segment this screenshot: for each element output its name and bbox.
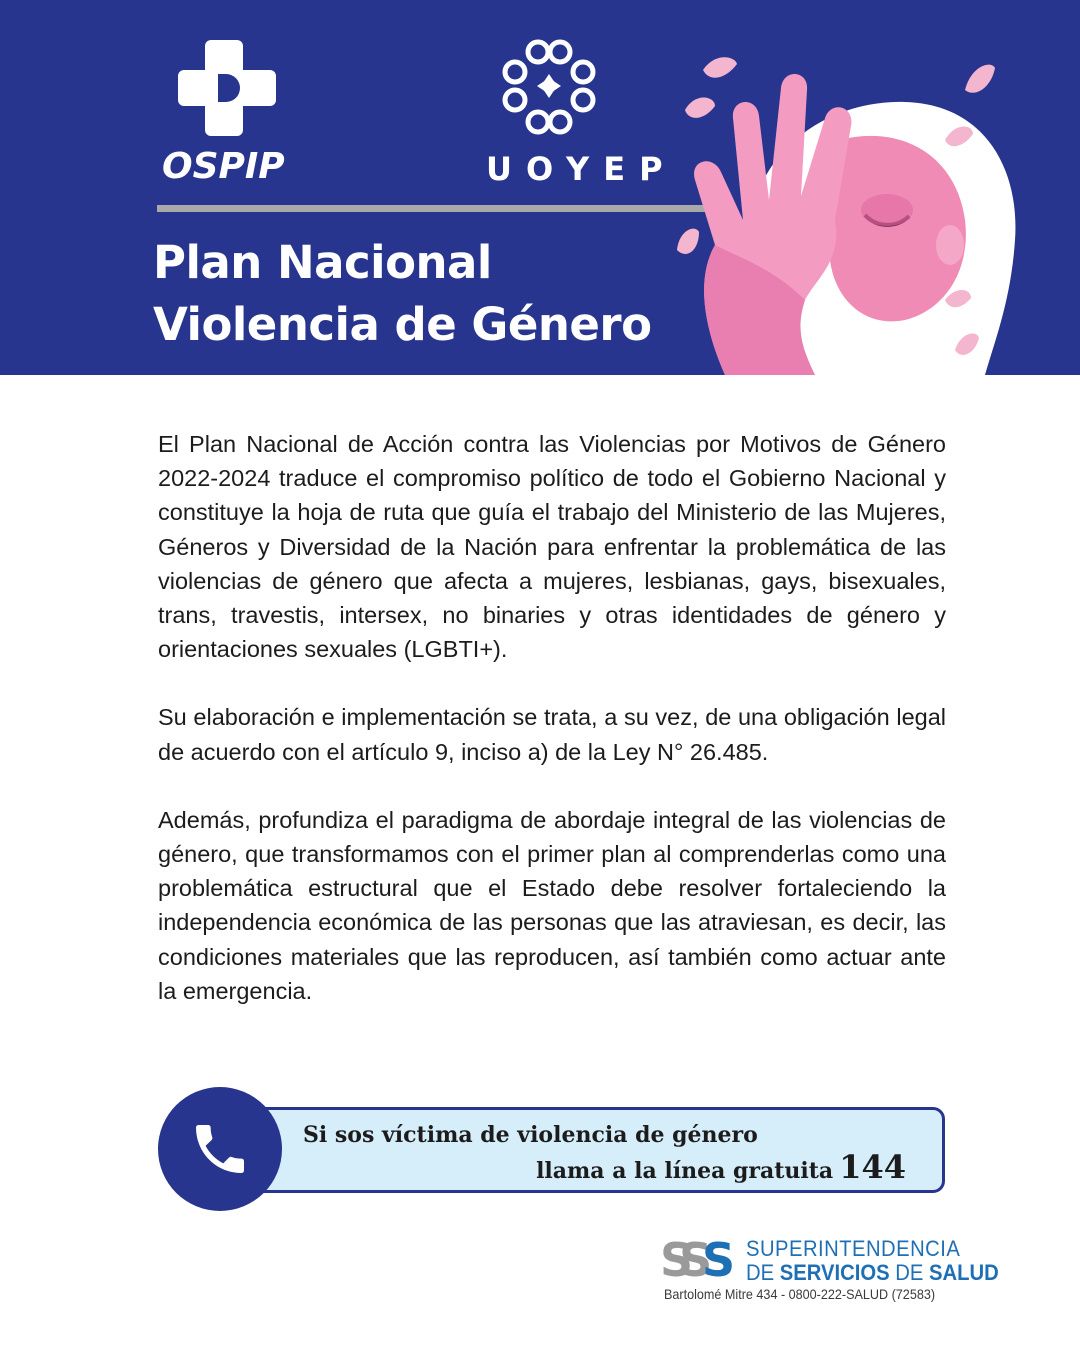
main-text bbox=[158, 427, 946, 1008]
phone-badge bbox=[158, 1087, 282, 1211]
title-line-2: Violencia de Género bbox=[153, 298, 652, 351]
sss-name-salud: SALUD bbox=[929, 1260, 999, 1285]
stop-hand-woman-illustration bbox=[665, 30, 1080, 375]
helpline-line-1: Si sos víctima de violencia de género bbox=[303, 1122, 758, 1148]
sss-address: Bartolomé Mitre 434 - 0800-222-SALUD (72583) bbox=[664, 1286, 936, 1302]
svg-text:SS: SS bbox=[660, 1234, 701, 1282]
page-title bbox=[153, 232, 652, 356]
sss-name-line-2 bbox=[746, 1260, 999, 1286]
sss-name-line-1: SUPERINTENDENCIA bbox=[746, 1236, 961, 1261]
helpline-line-2-text: llama a la línea gratuita bbox=[536, 1158, 834, 1184]
ospip-logo bbox=[160, 38, 290, 188]
svg-text:S: S bbox=[702, 1234, 736, 1282]
ospip-wordmark: OSPIP bbox=[162, 146, 285, 187]
phone-icon bbox=[188, 1117, 252, 1181]
helpline-number: 144 bbox=[839, 1148, 906, 1186]
title-line-1: Plan Nacional bbox=[153, 236, 492, 289]
uoyep-logo bbox=[480, 38, 677, 188]
sss-name-servicios: SERVICIOS bbox=[779, 1260, 890, 1285]
uoyep-wordmark: UOYEP bbox=[486, 150, 677, 188]
paragraph-1: El Plan Nacional de Acción contra las Violencias por Motivos de Género 2022-2024 traduce el compromiso político de todo el Gobierno Nacional y constituye la hoja de ruta que guía el trabajo del Ministerio de las Mujeres, Géneros y Diversidad de la Nación para enfrentar la problemática de las violencias de género que afecta a mujeres, lesbianas, gays, bisexuales, trans, travestis, intersex, no binaries y otras identidades de género y orientaciones sexuales (LGBTI+). bbox=[158, 431, 946, 663]
header-banner bbox=[0, 0, 1080, 375]
paragraph-3: Además, profundiza el paradigma de abordaje integral de las violencias de género, que transformamos con el primer plan al comprenderlas como una problemática estructural que el Estado debe resolver fortaleciendo la independencia económica de las personas que las atraviesan, es decir, las condiciones materiales que las reproducen, así también como actuar ante la emergencia. bbox=[158, 806, 946, 1004]
helpline-line-2 bbox=[536, 1148, 906, 1186]
sss-name-mid: DE bbox=[895, 1260, 924, 1285]
sss-footer bbox=[660, 1232, 999, 1307]
helpline-callout bbox=[205, 1107, 945, 1193]
sss-logo-icon bbox=[660, 1234, 744, 1282]
paragraph-2: Su elaboración e implementación se trata, a su vez, de una obligación legal de acuerdo con el artículo 9, inciso a) de la Ley N° 26.485. bbox=[158, 704, 946, 765]
cross-icon bbox=[178, 38, 278, 138]
rings-emblem-icon bbox=[498, 38, 608, 138]
header-divider bbox=[157, 205, 717, 212]
sss-name-prefix: DE bbox=[746, 1260, 775, 1285]
